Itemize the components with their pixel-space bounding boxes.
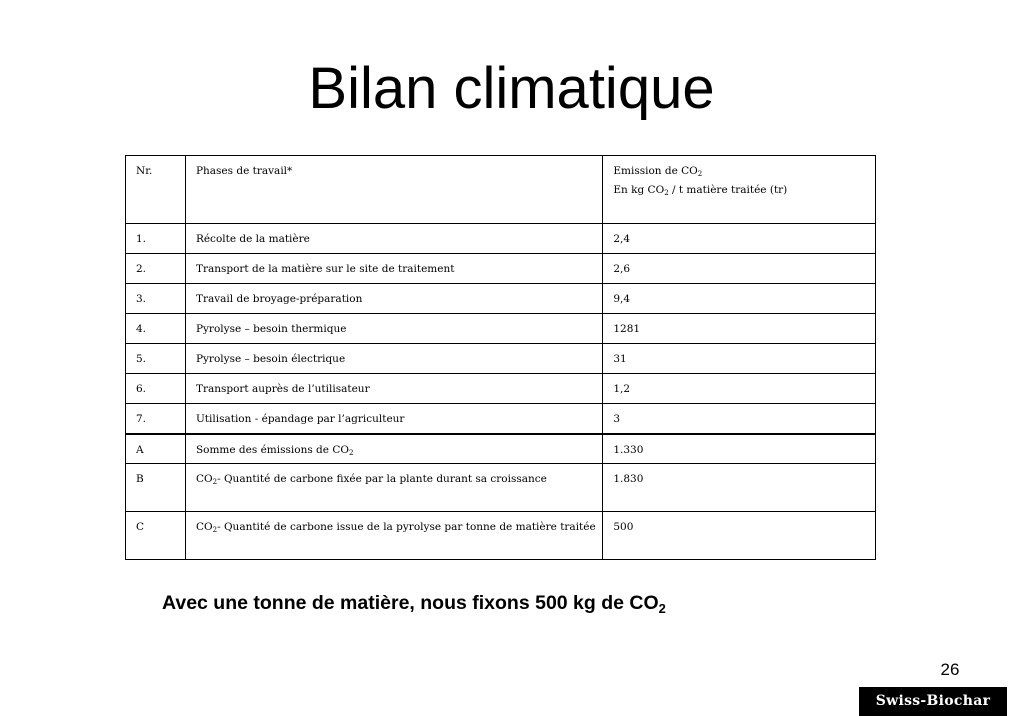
- table-row: [126, 344, 876, 374]
- row-phase: Pyrolyse – besoin électrique: [185, 344, 602, 374]
- summary-row: [126, 464, 876, 512]
- page-number: 26: [940, 660, 960, 679]
- row-phase: Récolte de la matière: [185, 224, 602, 254]
- row-nr: 4.: [126, 314, 186, 344]
- row-value: 3: [603, 404, 876, 434]
- row-value: 1,2: [603, 374, 876, 404]
- header-emission-line1: Emission de $CO_2$: [613, 165, 703, 178]
- summary-row: [126, 434, 876, 464]
- summary-nr: A: [126, 434, 186, 464]
- table-row: [126, 254, 876, 284]
- table-row: [126, 314, 876, 344]
- row-nr: 6.: [126, 374, 186, 404]
- row-nr: 7.: [126, 404, 186, 434]
- header-emission-line2: En kg $CO_2$ / t matière traitée (tr): [613, 184, 788, 197]
- row-nr: 3.: [126, 284, 186, 314]
- table-row: [126, 374, 876, 404]
- row-value: 2,6: [603, 254, 876, 284]
- summary-nr: B: [126, 464, 186, 512]
- table-row: [126, 224, 876, 254]
- row-nr: 1.: [126, 224, 186, 254]
- table-row: [126, 404, 876, 434]
- summary-value: 500: [603, 512, 876, 560]
- row-phase: Utilisation - épandage par l’agriculteur: [185, 404, 602, 434]
- row-phase: Transport de la matière sur le site de traitement: [185, 254, 602, 284]
- slide-title: Bilan climatique: [308, 56, 715, 121]
- header-emission: [603, 156, 876, 224]
- row-value: 2,4: [603, 224, 876, 254]
- row-value: 9,4: [603, 284, 876, 314]
- summary-phase: $CO_2-$ Quantité de carbone issue de la pyrolyse par tonne de matière traitée: [185, 512, 602, 560]
- row-phase: Travail de broyage-préparation: [185, 284, 602, 314]
- climate-balance-table: [125, 155, 876, 560]
- summary-nr: C: [126, 512, 186, 560]
- summary-row: [126, 512, 876, 560]
- table-header-row: [126, 156, 876, 224]
- row-value: 1281: [603, 314, 876, 344]
- table-row: [126, 284, 876, 314]
- summary-value: 1.830: [603, 464, 876, 512]
- conclusion-text: Avec une tonne de matière, nous fixons 500 kg de $CO_2$: [162, 592, 666, 616]
- summary-phase: Somme des émissions de $CO_2$: [185, 434, 602, 464]
- header-nr: Nr.: [126, 156, 186, 224]
- swiss-biochar-logo: Swiss-Biochar: [859, 687, 1007, 716]
- summary-phase: $CO_2-$ Quantité de carbone fixée par la plante durant sa croissance: [185, 464, 602, 512]
- summary-value: 1.330: [603, 434, 876, 464]
- row-phase: Transport auprès de l’utilisateur: [185, 374, 602, 404]
- row-nr: 5.: [126, 344, 186, 374]
- row-value: 31: [603, 344, 876, 374]
- header-phase: Phases de travail*: [185, 156, 602, 224]
- row-phase: Pyrolyse – besoin thermique: [185, 314, 602, 344]
- row-nr: 2.: [126, 254, 186, 284]
